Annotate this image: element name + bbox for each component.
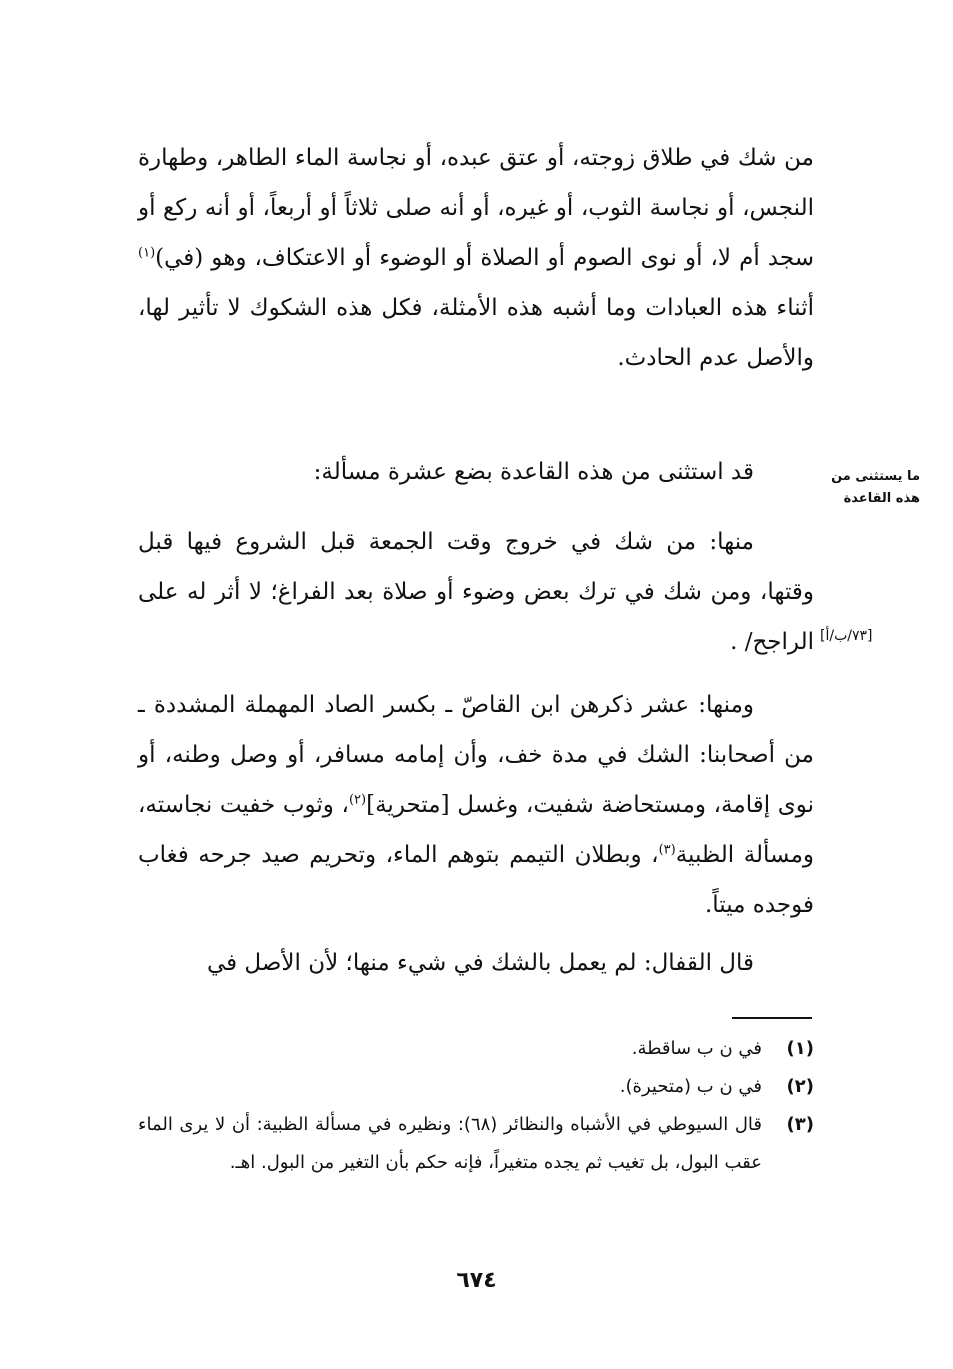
para-1-text: من شك في طلاق زوجته، أو عتق عبده، أو نجاسة الماء الطاهر، وطهارة النجس، أو نجاسة الثوب، أو غيره، أو أنه صلى ثلاثاً أو أربعاً، أو أنه ركع أو سجد أم لا، أو نوى الصوم أو الصلاة أو الوضوء أو الاعتكاف، وهو (في)	[138, 145, 814, 271]
page-number: ٦٧٤	[456, 1268, 497, 1293]
footnote-1-text: في ن ب ساقطة.	[631, 1038, 762, 1059]
footnote-3	[138, 1106, 814, 1182]
manuscript-folio-ref: [٧٣/ب/أ]	[820, 628, 873, 644]
body-paragraph-4	[138, 680, 814, 930]
footnote-ref-2[interactable]: (٢)	[348, 792, 367, 808]
body-paragraph-2: قد استثنى من هذه القاعدة بضع عشرة مسألة:	[313, 459, 754, 485]
margin-heading: ما يستثنى من هذه القاعدة	[831, 469, 920, 506]
body-paragraph-1	[138, 133, 814, 383]
para-4-text-a: ومنها: عشر ذكرهن ابن القاصّ ـ بكسر الصاد المهملة المشددة ـ من أصحابنا: الشك في مدة خف، وأن إمامه مسافر، أو وصل وطنه، أو نوى إقامة، ومستحاضة شفيت، وغسل [متحرية]	[138, 692, 815, 818]
para-1-tail: أثناء هذه العبادات وما أشبه هذه الأمثلة، فكل هذه الشكوك لا تأثير لها، والأصل عدم الحادث.	[138, 295, 814, 371]
footnote-separator	[732, 1017, 812, 1019]
body-paragraph-5: قال القفال: لم يعمل بالشك في شيء منها؛ لأن الأصل في	[206, 950, 754, 976]
footnote-2-number: (٢)	[786, 1076, 814, 1097]
footnote-3-text: قال السيوطي في الأشباه والنظائر (٦٨): ونظيره في مسألة الظبية: أن لا يرى الماء عقب البول، بل تغيب ثم يجده متغيراً، فإنه حكم بأن التغير من البول. اهـ.	[138, 1114, 762, 1173]
para-4-text-b: ، وثوب خفيت نجاسته، ومسألة الظبية	[138, 792, 814, 868]
footnote-1-number: (١)	[786, 1038, 814, 1059]
footnote-3-number: (٣)	[786, 1114, 814, 1135]
para-4-text-c: ، وبطلان التيمم بتوهم الماء، وتحريم صيد جرحه فغاب فوجده ميتاً.	[138, 842, 814, 918]
footnote-ref-1[interactable]: (١)	[138, 245, 156, 261]
footnote-2-text: في ن ب (متحيرة).	[619, 1076, 762, 1097]
footnote-2	[138, 1068, 814, 1106]
footnotes-section	[138, 1030, 814, 1182]
footnote-ref-3[interactable]: (٣)	[658, 842, 676, 858]
footnote-1	[138, 1030, 814, 1068]
body-paragraph-3: منها: من شك في خروج وقت الجمعة قبل الشروع فيها قبل وقتها، ومن شك في ترك بعض وضوء أو صلاة بعد الفراغ؛ لا أثر له على الراجح/ .	[138, 529, 814, 655]
